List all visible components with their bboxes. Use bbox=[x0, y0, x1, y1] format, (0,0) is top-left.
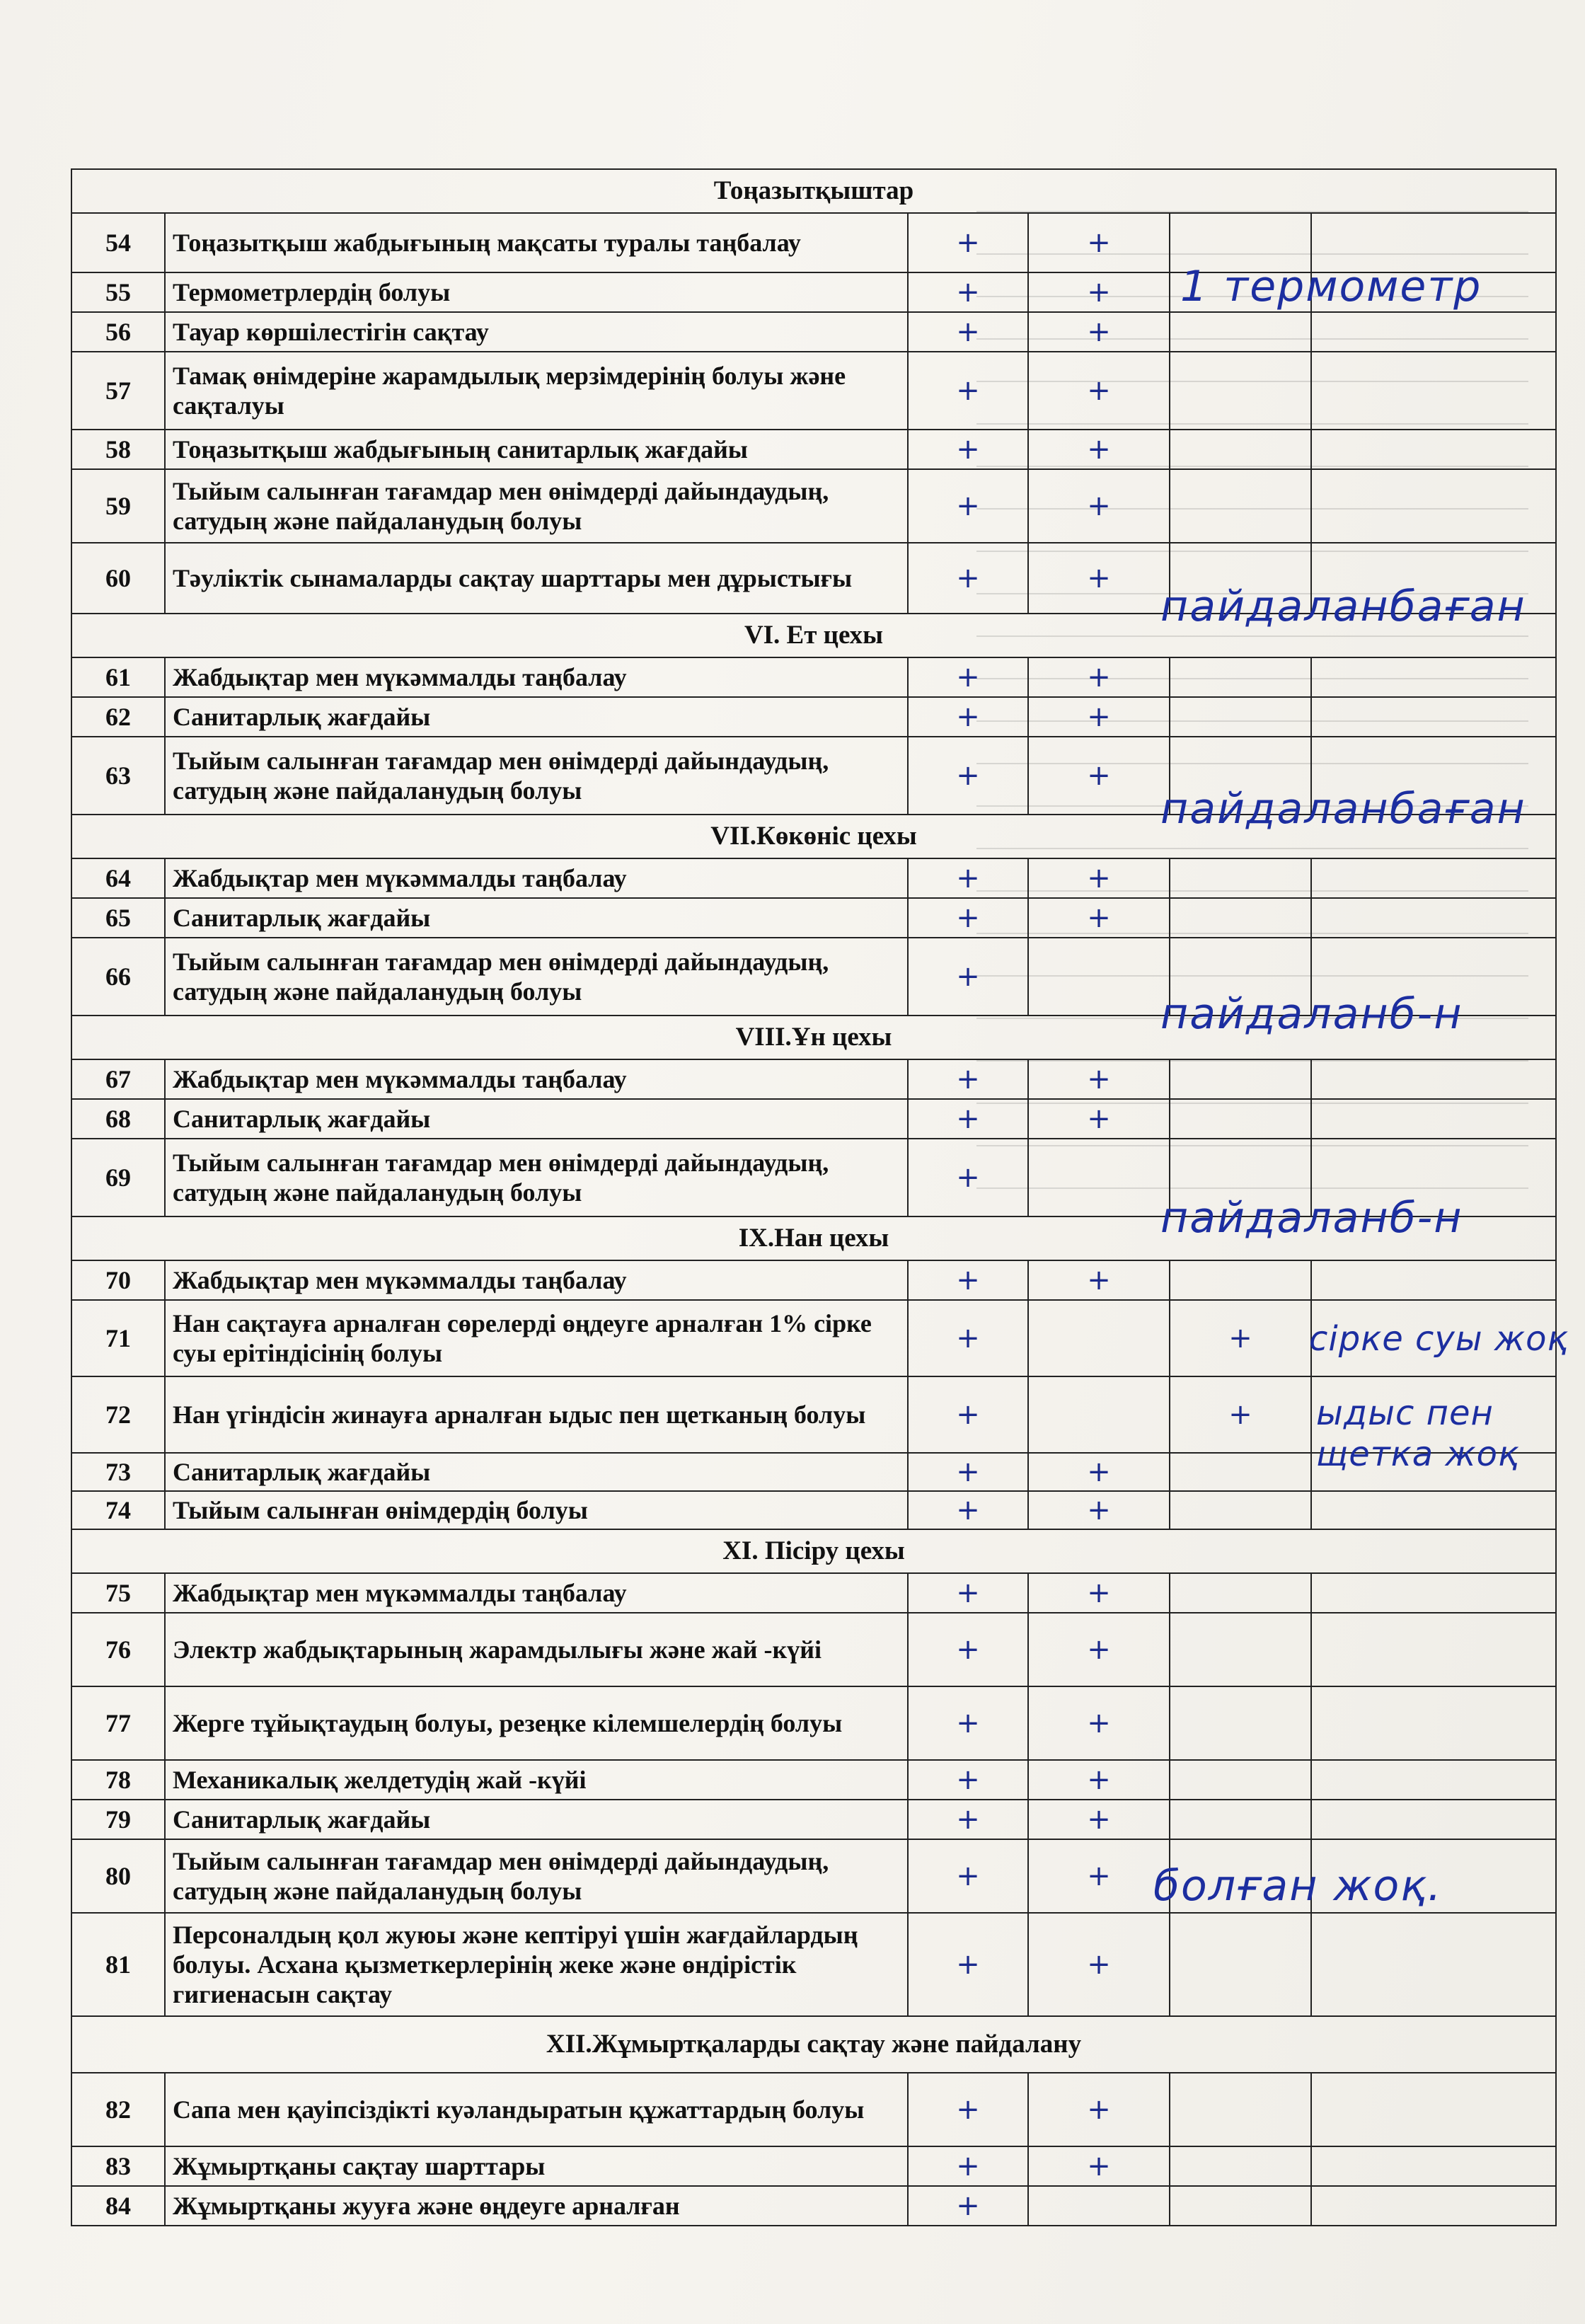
mark-col-2 bbox=[1028, 2186, 1170, 2226]
note-cell bbox=[1311, 2186, 1556, 2226]
mark-col-3 bbox=[1170, 898, 1311, 938]
note-cell bbox=[1311, 1686, 1556, 1760]
mark-col-3 bbox=[1170, 2073, 1311, 2146]
note-cell bbox=[1311, 1573, 1556, 1613]
table-row bbox=[71, 1800, 1556, 1839]
mark-col-1: + bbox=[908, 1573, 1028, 1613]
note-cell bbox=[1311, 469, 1556, 543]
note-cell bbox=[1311, 1613, 1556, 1686]
mark-col-3 bbox=[1170, 1099, 1311, 1139]
mark-col-2 bbox=[1028, 938, 1170, 1016]
row-criterion: Санитарлық жағдайы bbox=[165, 1099, 908, 1139]
table-row bbox=[71, 1260, 1556, 1300]
handwritten-note: болған жоқ. bbox=[1153, 1861, 1443, 1911]
row-criterion: Нан сақтауға арналған сөрелерді өңдеуге арналған 1% сірке суы ерітіндісінің болуы bbox=[165, 1300, 908, 1376]
mark-col-2: + bbox=[1028, 1913, 1170, 2016]
mark-col-2: + bbox=[1028, 1491, 1170, 1529]
mark-col-1: + bbox=[908, 1300, 1028, 1376]
mark-col-2: + bbox=[1028, 898, 1170, 938]
section-header bbox=[71, 2016, 1556, 2073]
note-cell bbox=[1311, 697, 1556, 737]
table-row bbox=[71, 352, 1556, 430]
table-row bbox=[71, 1913, 1556, 2016]
mark-col-3 bbox=[1170, 1059, 1311, 1099]
mark-col-3 bbox=[1170, 1913, 1311, 2016]
row-number: 54 bbox=[71, 213, 165, 272]
row-number: 74 bbox=[71, 1491, 165, 1529]
handwritten-note: сірке суы жоқ bbox=[1309, 1319, 1569, 1359]
row-criterion: Тыйым салынған тағамдар мен өнімдерді дайындаудың, сатудың және пайдаланудың болуы bbox=[165, 938, 908, 1016]
note-cell bbox=[1311, 1099, 1556, 1139]
handwritten-note: пайдаланбаған bbox=[1160, 582, 1526, 631]
mark-col-2: + bbox=[1028, 1453, 1170, 1491]
mark-col-2: + bbox=[1028, 697, 1170, 737]
table-row bbox=[71, 430, 1556, 469]
table-row bbox=[71, 1686, 1556, 1760]
note-cell bbox=[1311, 1491, 1556, 1529]
mark-col-1: + bbox=[908, 657, 1028, 697]
row-number: 82 bbox=[71, 2073, 165, 2146]
row-number: 78 bbox=[71, 1760, 165, 1800]
row-number: 81 bbox=[71, 1913, 165, 2016]
row-criterion: Жабдықтар мен мүкәммалды таңбалау bbox=[165, 1573, 908, 1613]
row-number: 80 bbox=[71, 1839, 165, 1913]
mark-col-1: + bbox=[908, 352, 1028, 430]
table-row bbox=[71, 1059, 1556, 1099]
mark-col-1: + bbox=[908, 1913, 1028, 2016]
row-number: 67 bbox=[71, 1059, 165, 1099]
row-criterion: Механикалық желдетудің жай -күйі bbox=[165, 1760, 908, 1800]
mark-col-3 bbox=[1170, 657, 1311, 697]
row-criterion: Санитарлық жағдайы bbox=[165, 898, 908, 938]
section-title: XI. Пісіру цехы bbox=[71, 1529, 1556, 1573]
row-number: 65 bbox=[71, 898, 165, 938]
row-criterion: Санитарлық жағдайы bbox=[165, 1800, 908, 1839]
mark-col-3 bbox=[1170, 1800, 1311, 1839]
mark-col-3 bbox=[1170, 469, 1311, 543]
mark-col-3 bbox=[1170, 1573, 1311, 1613]
row-number: 55 bbox=[71, 272, 165, 312]
row-criterion: Тыйым салынған тағамдар мен өнімдерді дайындаудың, сатудың және пайдаланудың болуы bbox=[165, 469, 908, 543]
table-row bbox=[71, 898, 1556, 938]
row-number: 61 bbox=[71, 657, 165, 697]
mark-col-3: + bbox=[1170, 1300, 1311, 1376]
row-number: 77 bbox=[71, 1686, 165, 1760]
table-row bbox=[71, 312, 1556, 352]
row-criterion: Электр жабдықтарының жарамдылығы және жай -күйі bbox=[165, 1613, 908, 1686]
mark-col-1: + bbox=[908, 1760, 1028, 1800]
section-title: VII.Көкөніс цехы bbox=[71, 815, 1556, 858]
mark-col-1: + bbox=[908, 1491, 1028, 1529]
mark-col-2: + bbox=[1028, 1573, 1170, 1613]
section-title: Тоңазытқыштар bbox=[71, 169, 1556, 213]
mark-col-3: + bbox=[1170, 1376, 1311, 1453]
mark-col-3 bbox=[1170, 858, 1311, 898]
mark-col-1: + bbox=[908, 213, 1028, 272]
note-cell bbox=[1311, 312, 1556, 352]
mark-col-2: + bbox=[1028, 2073, 1170, 2146]
row-criterion: Тыйым салынған тағамдар мен өнімдерді дайындаудың, сатудың және пайдаланудың болуы bbox=[165, 1839, 908, 1913]
mark-col-2: + bbox=[1028, 1613, 1170, 1686]
note-cell bbox=[1311, 2146, 1556, 2186]
mark-col-1: + bbox=[908, 469, 1028, 543]
mark-col-2: + bbox=[1028, 1059, 1170, 1099]
row-criterion: Санитарлық жағдайы bbox=[165, 1453, 908, 1491]
row-number: 64 bbox=[71, 858, 165, 898]
row-number: 75 bbox=[71, 1573, 165, 1613]
mark-col-2: + bbox=[1028, 312, 1170, 352]
handwritten-note: пайдаланб-н bbox=[1160, 1193, 1463, 1243]
section-title: XII.Жұмыртқаларды сақтау және пайдалану bbox=[71, 2016, 1556, 2073]
mark-col-1: + bbox=[908, 858, 1028, 898]
mark-col-2: + bbox=[1028, 657, 1170, 697]
row-criterion: Жұмыртқаны жууға және өңдеуге арналған bbox=[165, 2186, 908, 2226]
mark-col-1: + bbox=[908, 312, 1028, 352]
note-cell bbox=[1311, 858, 1556, 898]
mark-col-1: + bbox=[908, 1800, 1028, 1839]
mark-col-2: + bbox=[1028, 2146, 1170, 2186]
handwritten-note: пайдаланбаған bbox=[1160, 784, 1526, 834]
mark-col-3 bbox=[1170, 1491, 1311, 1529]
row-number: 72 bbox=[71, 1376, 165, 1453]
mark-col-3 bbox=[1170, 2146, 1311, 2186]
row-criterion: Нан үгіндісін жинауға арналған ыдыс пен щетканың болуы bbox=[165, 1376, 908, 1453]
mark-col-3 bbox=[1170, 1613, 1311, 1686]
mark-col-3 bbox=[1170, 1686, 1311, 1760]
section-header bbox=[71, 169, 1556, 213]
mark-col-1: + bbox=[908, 272, 1028, 312]
handwritten-note: пайдаланб-н bbox=[1160, 989, 1463, 1039]
table-row bbox=[71, 1099, 1556, 1139]
mark-col-2: + bbox=[1028, 1800, 1170, 1839]
row-criterion: Жұмыртқаны сақтау шарттары bbox=[165, 2146, 908, 2186]
table-row bbox=[71, 469, 1556, 543]
note-cell bbox=[1311, 1760, 1556, 1800]
table-row bbox=[71, 2073, 1556, 2146]
table-row bbox=[71, 858, 1556, 898]
row-criterion: Тыйым салынған тағамдар мен өнімдерді дайындаудың, сатудың және пайдаланудың болуы bbox=[165, 1139, 908, 1216]
mark-col-3 bbox=[1170, 1453, 1311, 1491]
mark-col-1: + bbox=[908, 1260, 1028, 1300]
row-number: 66 bbox=[71, 938, 165, 1016]
mark-col-1: + bbox=[908, 1376, 1028, 1453]
row-number: 71 bbox=[71, 1300, 165, 1376]
row-number: 57 bbox=[71, 352, 165, 430]
row-criterion: Тыйым салынған тағамдар мен өнімдерді дайындаудың, сатудың және пайдаланудың болуы bbox=[165, 737, 908, 815]
table-row bbox=[71, 1613, 1556, 1686]
row-criterion: Жабдықтар мен мүкәммалды таңбалау bbox=[165, 858, 908, 898]
row-number: 68 bbox=[71, 1099, 165, 1139]
mark-col-2: + bbox=[1028, 1260, 1170, 1300]
table-row bbox=[71, 697, 1556, 737]
mark-col-2: + bbox=[1028, 1760, 1170, 1800]
row-criterion: Тыйым салынған өнімдердің болуы bbox=[165, 1491, 908, 1529]
mark-col-2: + bbox=[1028, 737, 1170, 815]
row-criterion: Санитарлық жағдайы bbox=[165, 697, 908, 737]
row-criterion: Жабдықтар мен мүкәммалды таңбалау bbox=[165, 657, 908, 697]
mark-col-1: + bbox=[908, 697, 1028, 737]
section-title: VI. Ет цехы bbox=[71, 614, 1556, 657]
mark-col-1: + bbox=[908, 2186, 1028, 2226]
row-number: 56 bbox=[71, 312, 165, 352]
row-criterion: Тәуліктік сынамаларды сақтау шарттары мен дұрыстығы bbox=[165, 543, 908, 614]
row-number: 59 bbox=[71, 469, 165, 543]
table-row bbox=[71, 1573, 1556, 1613]
mark-col-2: + bbox=[1028, 1686, 1170, 1760]
table-row bbox=[71, 657, 1556, 697]
table-row bbox=[71, 2146, 1556, 2186]
note-cell bbox=[1311, 657, 1556, 697]
mark-col-2: + bbox=[1028, 858, 1170, 898]
mark-col-3 bbox=[1170, 2186, 1311, 2226]
section-title: VIII.Ұн цехы bbox=[71, 1016, 1556, 1059]
row-number: 63 bbox=[71, 737, 165, 815]
mark-col-1: + bbox=[908, 543, 1028, 614]
table-row bbox=[71, 1491, 1556, 1529]
row-criterion: Персоналдың қол жуюы және кептіруі үшін жағдайлардың болуы. Асхана қызметкерлерінің жеке және өндірістік гигиенасын сақтау bbox=[165, 1913, 908, 2016]
mark-col-2: + bbox=[1028, 213, 1170, 272]
table-row bbox=[71, 2186, 1556, 2226]
mark-col-3 bbox=[1170, 352, 1311, 430]
mark-col-2 bbox=[1028, 1376, 1170, 1453]
mark-col-2: + bbox=[1028, 272, 1170, 312]
mark-col-2 bbox=[1028, 1139, 1170, 1216]
note-cell bbox=[1311, 430, 1556, 469]
mark-col-1: + bbox=[908, 1453, 1028, 1491]
mark-col-2: + bbox=[1028, 430, 1170, 469]
note-cell bbox=[1311, 352, 1556, 430]
row-number: 76 bbox=[71, 1613, 165, 1686]
mark-col-1: + bbox=[908, 2146, 1028, 2186]
mark-col-1: + bbox=[908, 1613, 1028, 1686]
mark-col-1: + bbox=[908, 737, 1028, 815]
mark-col-2: + bbox=[1028, 352, 1170, 430]
row-number: 83 bbox=[71, 2146, 165, 2186]
mark-col-3 bbox=[1170, 697, 1311, 737]
mark-col-2: + bbox=[1028, 1839, 1170, 1913]
row-criterion: Сапа мен қауіпсіздікті куәландыратын құжаттардың болуы bbox=[165, 2073, 908, 2146]
row-number: 58 bbox=[71, 430, 165, 469]
mark-col-1: + bbox=[908, 1099, 1028, 1139]
section-header bbox=[71, 1529, 1556, 1573]
mark-col-1: + bbox=[908, 898, 1028, 938]
row-criterion: Жерге тұйықтаудың болуы, резеңке кілемшелердің болуы bbox=[165, 1686, 908, 1760]
row-number: 60 bbox=[71, 543, 165, 614]
mark-col-2 bbox=[1028, 1300, 1170, 1376]
row-number: 73 bbox=[71, 1453, 165, 1491]
note-cell bbox=[1311, 1260, 1556, 1300]
mark-col-3 bbox=[1170, 1260, 1311, 1300]
row-number: 70 bbox=[71, 1260, 165, 1300]
mark-col-2: + bbox=[1028, 1099, 1170, 1139]
row-criterion: Термометрлердің болуы bbox=[165, 272, 908, 312]
mark-col-1: + bbox=[908, 430, 1028, 469]
row-number: 62 bbox=[71, 697, 165, 737]
mark-col-1: + bbox=[908, 1059, 1028, 1099]
row-number: 79 bbox=[71, 1800, 165, 1839]
mark-col-1: + bbox=[908, 1686, 1028, 1760]
mark-col-1: + bbox=[908, 938, 1028, 1016]
mark-col-1: + bbox=[908, 1839, 1028, 1913]
row-number: 69 bbox=[71, 1139, 165, 1216]
table-row bbox=[71, 1760, 1556, 1800]
row-number: 84 bbox=[71, 2186, 165, 2226]
note-cell bbox=[1311, 1913, 1556, 2016]
mark-col-3 bbox=[1170, 312, 1311, 352]
row-criterion: Тауар көршілестігін сақтау bbox=[165, 312, 908, 352]
note-cell bbox=[1311, 1800, 1556, 1839]
handwritten-note: ыдыс пен щетка жоқ bbox=[1316, 1393, 1519, 1474]
mark-col-3 bbox=[1170, 430, 1311, 469]
mark-col-2: + bbox=[1028, 469, 1170, 543]
note-cell bbox=[1311, 1059, 1556, 1099]
row-criterion: Тоңазытқыш жабдығының мақсаты туралы таңбалау bbox=[165, 213, 908, 272]
mark-col-2: + bbox=[1028, 543, 1170, 614]
mark-col-1: + bbox=[908, 1139, 1028, 1216]
handwritten-note: 1 термометр bbox=[1180, 262, 1482, 311]
section-title: IX.Нан цехы bbox=[71, 1216, 1556, 1260]
mark-col-3 bbox=[1170, 1760, 1311, 1800]
mark-col-1: + bbox=[908, 2073, 1028, 2146]
note-cell bbox=[1311, 898, 1556, 938]
row-criterion: Жабдықтар мен мүкәммалды таңбалау bbox=[165, 1260, 908, 1300]
row-criterion: Жабдықтар мен мүкәммалды таңбалау bbox=[165, 1059, 908, 1099]
row-criterion: Тоңазытқыш жабдығының санитарлық жағдайы bbox=[165, 430, 908, 469]
row-criterion: Тамақ өнімдеріне жарамдылық мерзімдерінің болуы және сақталуы bbox=[165, 352, 908, 430]
note-cell bbox=[1311, 2073, 1556, 2146]
